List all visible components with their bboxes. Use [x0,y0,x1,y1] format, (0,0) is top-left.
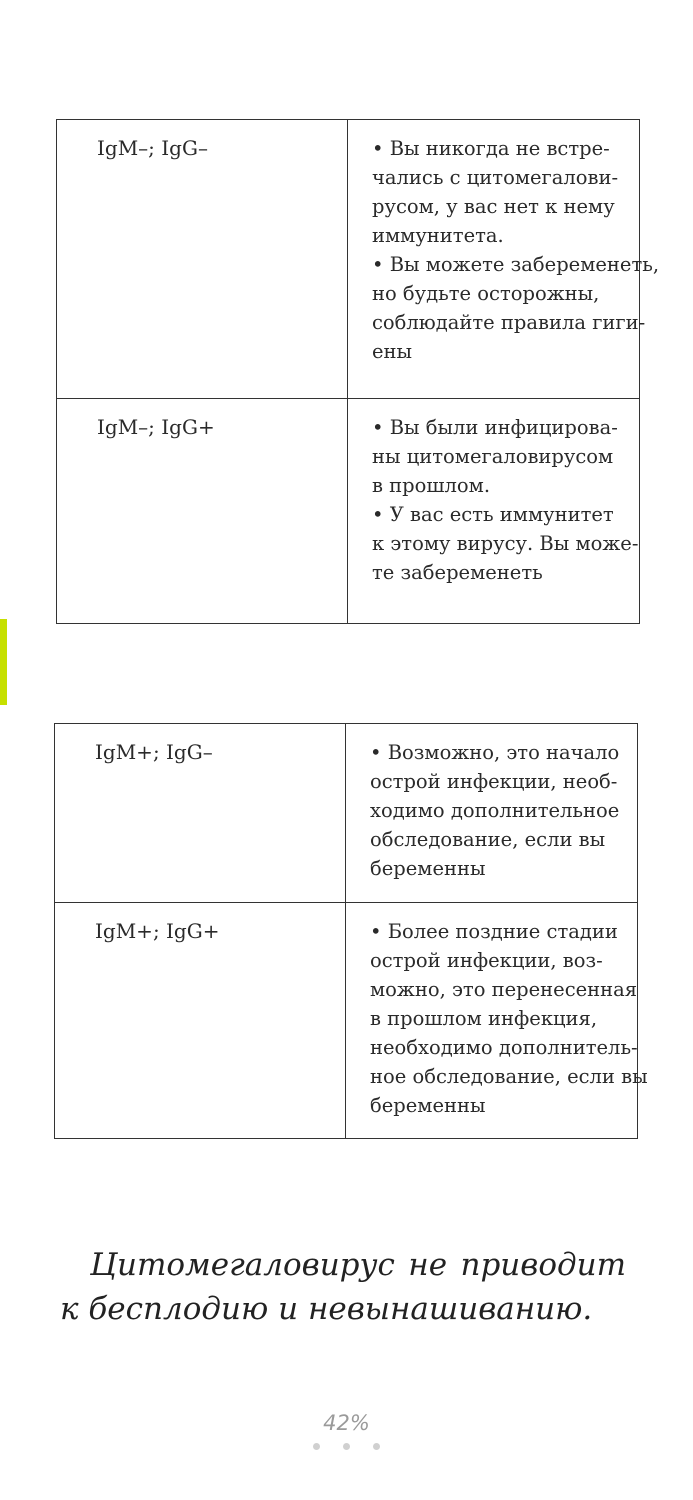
interpretation-line: к этому вирусу. Вы може- [372,532,639,555]
antibody-table-2 [54,723,648,1139]
table-row [55,903,638,1139]
interpretation-line: беременны [370,1094,486,1117]
interpretation-line: обследование, если вы [370,828,606,851]
table-row [57,399,640,624]
result-cell: IgM–; IgG– [57,120,348,399]
page-dot[interactable] [373,1443,380,1450]
page-dot[interactable] [313,1443,320,1450]
result-cell: IgM–; IgG+ [57,399,348,624]
interpretation-line: • Вы можете забеременеть, [372,253,660,276]
interpretation-line: ходимо дополнительное [370,799,620,822]
interpretation-line: соблюдайте правила гиги- [372,311,646,334]
interpretation-line: беременны [370,857,486,880]
interpretation-line: ены [372,340,413,363]
result-cell: IgM+; IgG+ [55,903,346,1139]
interpretation-line: но будьте осторожны, [372,282,600,305]
table-row [57,120,640,399]
interpretation-cell [348,120,660,399]
reading-progress: 42% [323,1411,370,1435]
interpretation-cell [346,903,648,1139]
interpretation-line: • У вас есть иммунитет [372,503,614,526]
interpretation-line: • Более поздние стадии [370,920,618,943]
interpretation-line: в прошлом инфекция, [370,1007,598,1030]
table-row [55,724,638,903]
interpretation-cell [346,724,638,903]
interpretation-line: • Вы были инфицирова- [372,416,618,439]
interpretation-line: можно, это перенесенная [370,978,638,1001]
result-cell: IgM+; IgG– [55,724,346,903]
interpretation-line: • Возможно, это начало [370,741,620,764]
antibody-table-1 [56,119,660,624]
interpretation-cell [348,399,640,624]
interpretation-line: те забеременеть [372,561,543,584]
interpretation-line: • Вы никогда не встре- [372,137,610,160]
interpretation-line: острой инфекции, необ- [370,770,618,793]
interpretation-line: иммунитета. [372,224,504,247]
page-dot[interactable] [343,1443,350,1450]
interpretation-line: чались с цитомегалови- [372,166,619,189]
key-statement-line: Цитомегаловирус не приводит [90,1247,626,1283]
interpretation-line: русом, у вас нет к нему [372,195,615,218]
key-statement [60,1243,626,1331]
interpretation-line: ны цитомегаловирусом [372,445,614,468]
interpretation-line: необходимо дополнитель- [370,1036,638,1059]
highlight-marker [0,619,7,705]
key-statement-line: к бесплодию и невынашиванию. [60,1291,593,1327]
interpretation-line: в прошлом. [372,474,491,497]
interpretation-line: острой инфекции, воз- [370,949,603,972]
page-indicator[interactable] [0,1443,693,1450]
interpretation-line: ное обследование, если вы [370,1065,648,1088]
